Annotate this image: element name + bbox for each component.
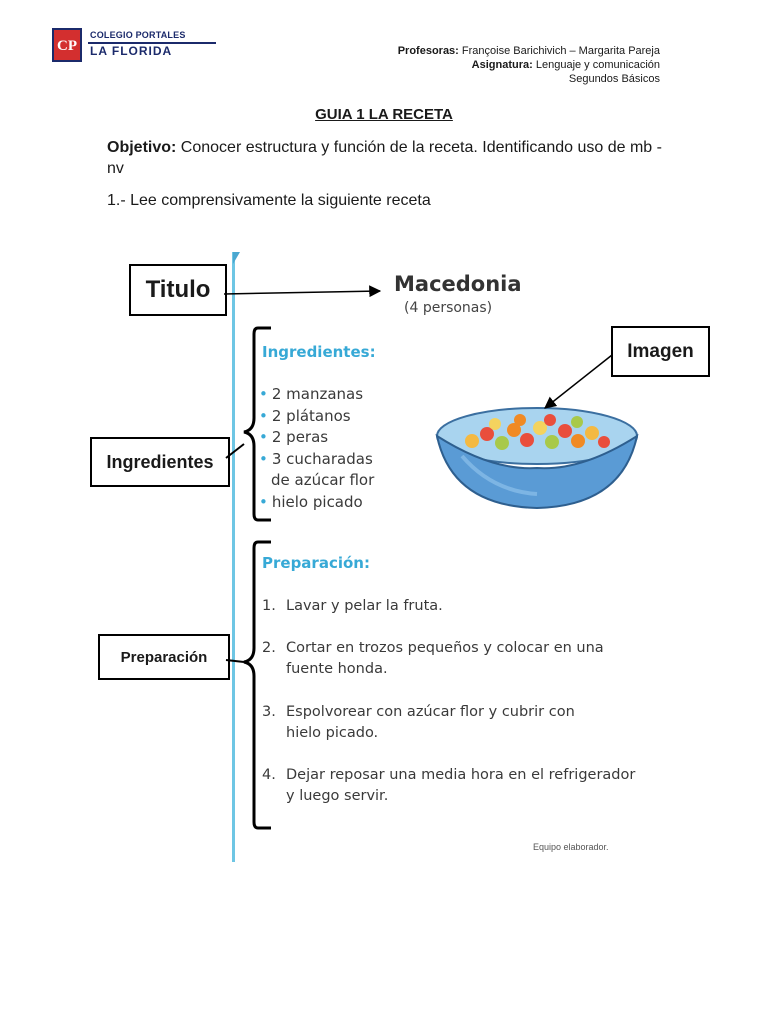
preparation-step: 4. Dejar reposar una media hora en el refrigerador y luego servir. [262, 767, 636, 804]
ingredients-connector [226, 444, 244, 458]
teachers-label: Profesoras: [397, 45, 459, 57]
guide-title: GUIA 1 LA RECETA [315, 106, 453, 123]
label-imagen: Imagen [611, 326, 710, 377]
logo-text: CP [57, 38, 77, 54]
subject-label: Asignatura: [471, 59, 533, 71]
ingredients-heading: Ingredientes: [262, 343, 376, 361]
ingredient-item: • 2 manzanas [259, 385, 364, 403]
titulo-arrow [224, 291, 380, 294]
ingredient-item: • hielo picado [259, 492, 363, 511]
preparation-step: 2. Cortar en trozos pequeños y colocar en una fuente honda. [262, 640, 604, 677]
label-titulo: Titulo [129, 264, 227, 316]
label-ingredientes: Ingredientes [90, 437, 230, 487]
grade-value: Segundos Básicos [568, 73, 660, 85]
label-preparacion: Preparación [98, 634, 230, 680]
preparation-step: 3. Espolvorear con azúcar flor y cubrir con hielo picado. [262, 704, 575, 741]
subject-value: Lenguaje y comunicación [535, 59, 660, 71]
recipe-title: Macedonia [394, 272, 522, 296]
school-name-line2: LA FLORIDA [90, 44, 173, 58]
imagen-arrow [545, 355, 612, 408]
instruction: 1.- Lee comprensivamente la siguiente receta [107, 192, 431, 209]
school-name-line1: COLEGIO PORTALES [90, 30, 186, 40]
preparation-step: 1. Lavar y pelar la fruta. [262, 598, 443, 614]
ingredient-item: • 3 cucharadas de azúcar flor [259, 449, 375, 489]
preparation-heading: Preparación: [262, 554, 370, 572]
credit-text: Equipo elaborador. [533, 842, 609, 852]
ingredient-item: • 2 peras [259, 428, 329, 446]
preparation-brace [244, 542, 271, 828]
teachers-value: Françoise Barichivich – Margarita Pareja [461, 45, 660, 57]
objective-label: Objetivo: [107, 139, 177, 156]
preparation-connector [226, 660, 244, 662]
objective-text: Conocer estructura y función de la receta. Identificando uso de mb - nv [107, 139, 662, 177]
ingredient-item: • 2 plátanos [259, 406, 351, 425]
recipe-servings: (4 personas) [404, 300, 493, 316]
ingredients-brace [244, 328, 271, 520]
